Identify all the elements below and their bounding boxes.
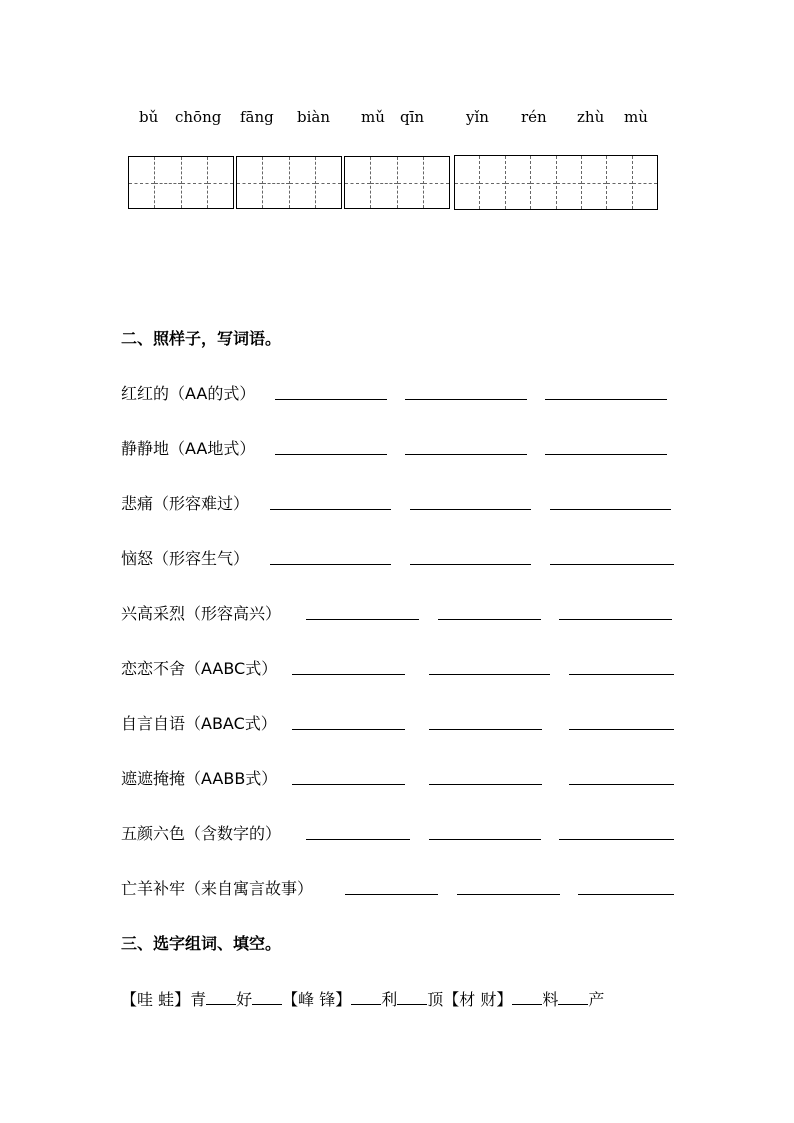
grid-cell[interactable] [262,157,288,208]
answer-blank[interactable] [569,784,674,785]
answer-blank[interactable] [292,784,405,785]
grid-cell[interactable] [581,156,606,209]
exercise-label: 恋恋不舍（AABC式） [121,659,278,678]
pinyin-syllable: biàn [297,108,331,126]
pinyin-syllable: bǔ [139,108,159,126]
pinyin-syllable: zhù [577,108,605,126]
exercise-label: 自言自语（ABAC式） [121,714,277,733]
answer-blank[interactable] [270,564,391,565]
fill-blank[interactable] [252,992,282,1005]
answer-blank[interactable] [306,839,410,840]
exercise-label: 兴高采烈（形容高兴） [121,604,282,623]
grid-cell[interactable] [530,156,555,209]
writing-grid-yin-ren-zhu-mu[interactable] [454,155,658,210]
section-2-title: 二、照样子，写词语。 [121,329,282,348]
answer-blank[interactable] [292,674,405,675]
grid-cell[interactable] [207,157,233,208]
answer-blank[interactable] [405,454,527,455]
grid-cell[interactable] [397,157,423,208]
answer-blank[interactable] [306,619,419,620]
grid-cell[interactable] [556,156,581,209]
grid-cell[interactable] [370,157,396,208]
exercise-label: 悲痛（形容难过） [121,494,250,513]
exercise-label: 五颜六色（含数字的） [121,824,282,843]
answer-blank[interactable] [405,399,527,400]
section-3-title: 三、选字组词、填空。 [121,934,282,953]
answer-blank[interactable] [569,674,674,675]
grid-cell[interactable] [181,157,207,208]
answer-blank[interactable] [559,839,674,840]
grid-cell[interactable] [505,156,530,209]
pinyin-syllable: fāng [240,108,274,126]
word-char: 青 [190,990,207,1009]
exercise-label: 遮遮掩掩（AABB式） [121,769,278,788]
answer-blank[interactable] [270,509,391,510]
answer-blank[interactable] [550,564,674,565]
grid-cell[interactable] [632,156,657,209]
fill-blank[interactable] [512,992,542,1005]
exercise-label: 恼怒（形容生气） [121,549,250,568]
exercise-label: 亡羊补牢（来自寓言故事） [121,879,314,898]
answer-blank[interactable] [545,454,667,455]
grid-cell[interactable] [479,156,504,209]
word-choice-line [121,987,604,1010]
answer-blank[interactable] [410,509,531,510]
writing-grid-mu-qin[interactable] [344,156,450,209]
answer-blank[interactable] [429,784,542,785]
fill-blank[interactable] [397,992,427,1005]
grid-cell[interactable] [345,157,370,208]
writing-grid-fang-bian[interactable] [236,156,342,209]
writing-grid-bu-chong[interactable] [128,156,234,209]
choice-bracket: 【哇 蛙】 [121,990,191,1009]
answer-blank[interactable] [545,399,667,400]
answer-blank[interactable] [345,894,438,895]
pinyin-syllable: rén [521,108,547,126]
answer-blank[interactable] [569,729,674,730]
fill-blank[interactable] [206,992,236,1005]
answer-blank[interactable] [275,454,387,455]
answer-blank[interactable] [550,509,671,510]
grid-cell[interactable] [154,157,180,208]
word-char: 利 [381,990,398,1009]
grid-cell[interactable] [423,157,449,208]
grid-cell[interactable] [289,157,315,208]
choice-bracket: 【材 财】 [443,990,513,1009]
answer-blank[interactable] [438,619,541,620]
pinyin-syllable: mǔ [361,108,385,126]
answer-blank[interactable] [275,399,387,400]
answer-blank[interactable] [559,619,672,620]
grid-cell[interactable] [129,157,154,208]
grid-cell[interactable] [237,157,262,208]
answer-blank[interactable] [429,839,541,840]
pinyin-syllable: yǐn [466,108,489,126]
answer-blank[interactable] [429,674,550,675]
fill-blank[interactable] [558,992,588,1005]
word-char: 料 [542,990,559,1009]
answer-blank[interactable] [410,564,531,565]
exercise-label: 静静地（AA地式） [121,439,256,458]
answer-blank[interactable] [429,729,542,730]
answer-blank[interactable] [578,894,674,895]
grid-cell[interactable] [455,156,479,209]
word-char: 顶 [427,990,444,1009]
word-char: 产 [588,990,605,1009]
grid-cell[interactable] [315,157,341,208]
exercise-label: 红红的（AA的式） [121,384,256,403]
answer-blank[interactable] [292,729,405,730]
answer-blank[interactable] [457,894,560,895]
choice-bracket: 【峰 锋】 [282,990,352,1009]
pinyin-syllable: mù [624,108,648,126]
fill-blank[interactable] [351,992,381,1005]
pinyin-syllable: qīn [400,108,425,126]
pinyin-syllable: chōng [175,108,222,126]
word-char: 好 [236,990,253,1009]
grid-cell[interactable] [606,156,631,209]
